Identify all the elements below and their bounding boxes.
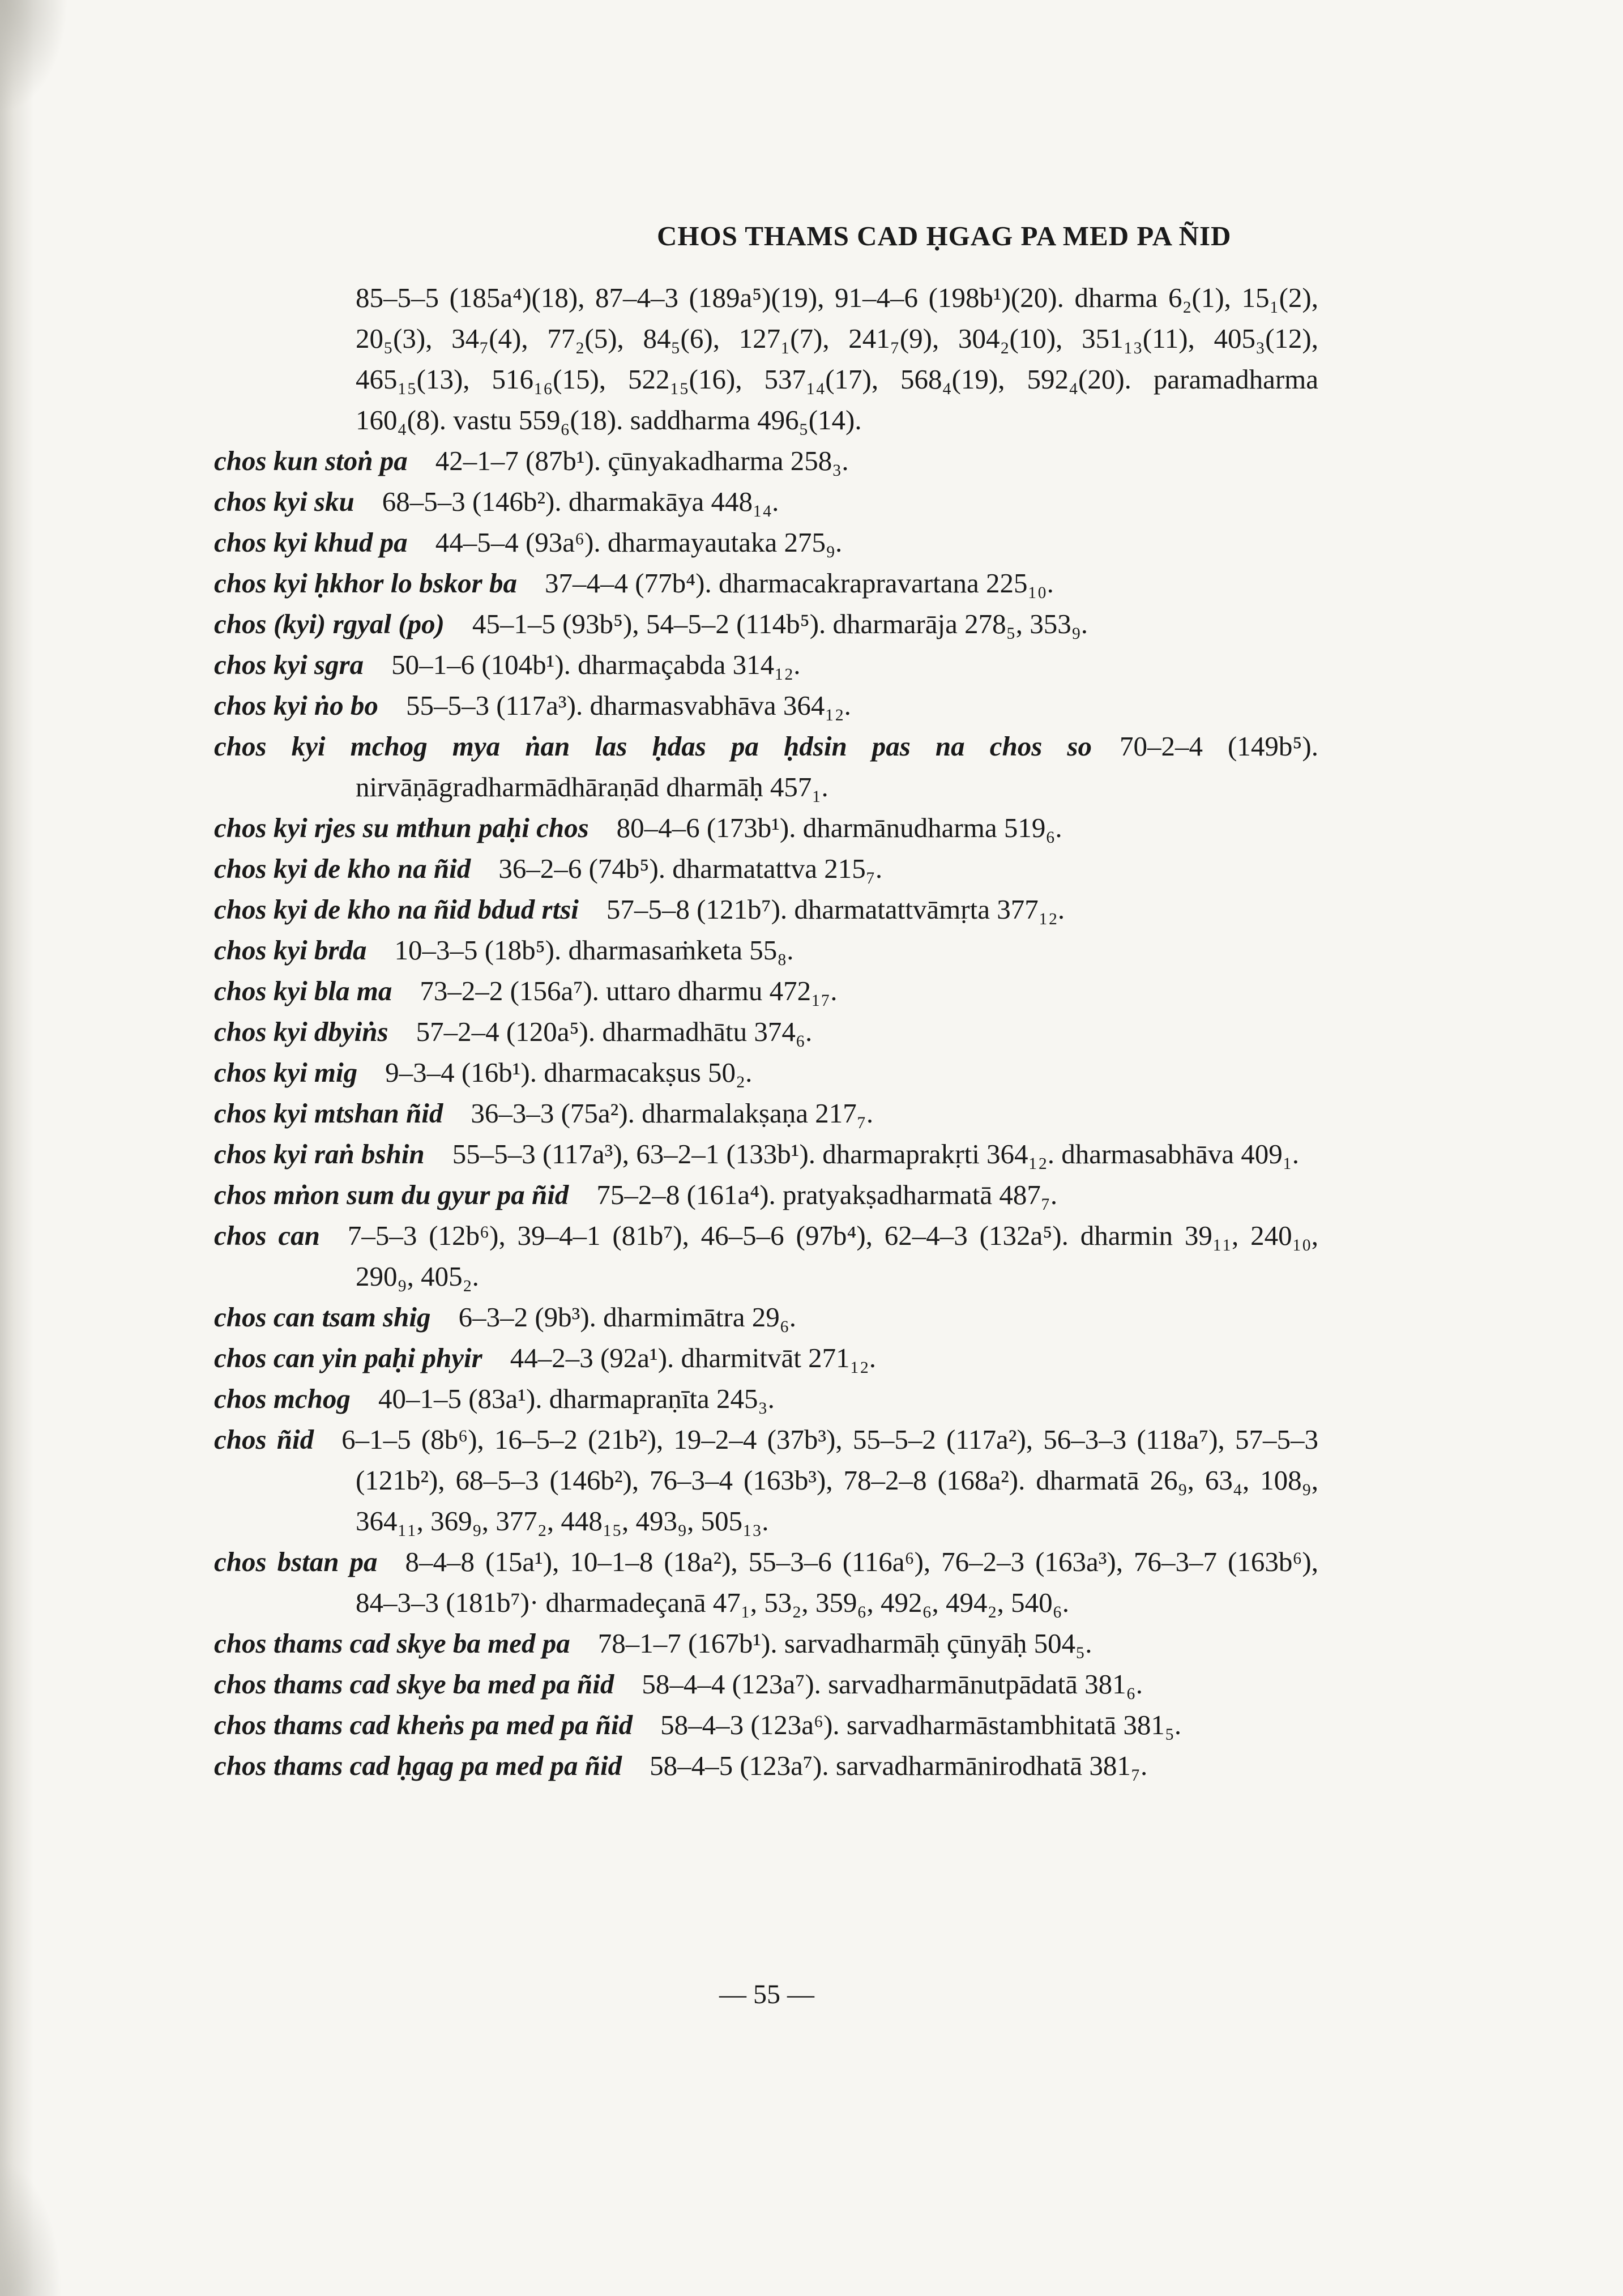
dictionary-entry [214,1746,1318,1786]
dictionary-entry [214,971,1318,1012]
dictionary-entry [214,1379,1318,1419]
dictionary-entry [214,522,1318,563]
dictionary-entry [214,889,1318,930]
dictionary-entry [214,1338,1318,1379]
scan-corner-top [0,0,68,113]
dictionary-entry [214,1623,1318,1664]
entry-term: chos thams cad skye ba med pa [214,1628,570,1659]
entry-term: chos kyi sgra [214,649,364,680]
entry-body: 55–5–3 (117a³). dharmasvabhāva 364₁₂. [405,690,851,721]
dictionary-entry [214,1705,1318,1746]
entry-body: 68–5–3 (146b²). dharmakāya 448₁₄. [382,486,779,517]
entry-term: chos kyi raṅ bshin [214,1138,425,1170]
entry-body: 36–2–6 (74b⁵). dharmatattva 215₇. [498,853,883,884]
dictionary-entry [214,1215,1318,1297]
dictionary-entry [214,1542,1318,1623]
entry-term: chos kyi de kho na ñid [214,853,471,884]
entry-term: chos kyi dbyiṅs [214,1016,388,1047]
page-number: — 55 — [719,1979,814,2009]
entry-body: 78–1–7 (167b¹). sarvadharmāḥ çūnyāḥ 504₅. [597,1628,1092,1659]
entry-term: chos kyi de kho na ñid bdud rtsi [214,894,579,925]
entry-term: chos kyi bla ma [214,975,392,1006]
entry-term: chos thams cad kheṅs pa med pa ñid [214,1709,633,1740]
entry-body: 42–1–7 (87b¹). çūnyakadharma 258₃. [435,445,849,476]
entry-body: 40–1–5 (83a¹). dharmapraṇīta 245₃. [378,1383,775,1414]
entry-term: chos kyi ḥkhor lo bskor ba [214,567,518,599]
entry-term: chos kyi brda [214,934,367,966]
entry-body: 8–4–8 (15a¹), 10–1–8 (18a²), 55–3–6 (116a⁶), 76–2–3 (163a³), 76–3–7 (163b⁶), 84–3–3 (181b⁷)· dharmadeçanā 47₁, 53₂, 359₆, 492₆, 494₂, 540₆. [356,1546,1318,1618]
entry-term: chos can tsam shig [214,1301,431,1333]
entry-body: 57–2–4 (120a⁵). dharmadhātu 374₆. [416,1016,813,1047]
running-head: CHOS THAMS CAD ḤGAG PA MED PA ÑID [657,220,1232,251]
entry-body: 6–1–5 (8b⁶), 16–5–2 (21b²), 19–2–4 (37b³), 55–5–2 (117a²), 56–3–3 (118a⁷), 57–5–3 (121b²), 68–5–3 (146b²), 76–3–4 (163b³), 78–2–8 (168a²). dharmatā 26₉, 63₄, 108₉, 364₁₁, 369₉, 377₂, 448₁₅, 493₉, 505₁₃. [341,1424,1318,1537]
dictionary-entry [214,1297,1318,1338]
dictionary-entry [214,645,1318,685]
entry-body: 44–5–4 (93a⁶). dharmayautaka 275₉. [435,527,843,558]
dictionary-entry [214,1419,1318,1542]
entry-term: chos thams cad skye ba med pa ñid [214,1668,614,1700]
dictionary-entry [214,1664,1318,1705]
entry-term: chos ñid [214,1424,314,1455]
entry-body: 44–2–3 (92a¹). dharmitvāt 271₁₂. [510,1342,876,1373]
dictionary-entry [214,1134,1318,1175]
entry-body: 70–2–4 (149b⁵). nirvāṇāgradharmādhāraṇād dharmāḥ 457₁. [356,731,1318,803]
entry-body: 37–4–4 (77b⁴). dharmacakrapravartana 225₁₀. [545,567,1054,599]
entry-term: chos kyi ṅo bo [214,690,378,721]
entry-term: chos can [214,1220,320,1251]
entry-body: 85–5–5 (185a⁴)(18), 87–4–3 (189a⁵)(19), 91–4–6 (198b¹)(20). dharma 6₂(1), 15₁(2), 20₅(3), 34₇(4), 77₂(5), 84₅(6), 127₁(7), 241₇(9), 304₂(10), 351₁₃(11), 405₃(12), 465₁₅(13), 516₁₆(15), 522₁₅(16), 537₁₄(17), 568₄(19), 592₄(20). paramadharma 160₄(8). vastu 559₆(18). saddharma 496₅(14). [356,282,1318,436]
entry-body: 73–2–2 (156a⁷). uttaro dharmu 472₁₇. [420,975,838,1006]
entry-term: chos kyi khud pa [214,527,408,558]
dictionary-entry [214,1093,1318,1134]
dictionary-entry [214,848,1318,889]
dictionary-entry [214,278,1318,441]
dictionary-entry [214,1175,1318,1215]
dictionary-entry [214,563,1318,604]
entry-term: chos thams cad ḥgag pa med pa ñid [214,1750,622,1781]
entry-body: 10–3–5 (18b⁵). dharmasaṁketa 55₈. [394,934,794,966]
entry-term: chos kyi mtshan ñid [214,1098,443,1129]
dictionary-entry [214,1012,1318,1052]
dictionary-entry [214,481,1318,522]
entry-term: chos kyi sku [214,486,355,517]
entry-term: chos mchog [214,1383,351,1414]
entry-body: 58–4–5 (123a⁷). sarvadharmānirodhatā 381₇. [650,1750,1148,1781]
entry-term: chos bstan pa [214,1546,378,1577]
dictionary-entry [214,1052,1318,1093]
entry-body: 58–4–3 (123a⁶). sarvadharmāstambhitatā 381₅. [660,1709,1182,1740]
dictionary-entry [214,726,1318,808]
entry-body: 7–5–3 (12b⁶), 39–4–1 (81b⁷), 46–5–6 (97b⁴), 62–4–3 (132a⁵). dharmin 39₁₁, 240₁₀, 290₉, 405₂. [347,1220,1318,1292]
entry-body: 45–1–5 (93b⁵), 54–5–2 (114b⁵). dharmarāja 278₅, 353₉. [472,608,1088,639]
dictionary-entry [214,930,1318,971]
entry-term: chos kyi mig [214,1057,358,1088]
entry-body: 58–4–4 (123a⁷). sarvadharmānutpādatā 381₆. [642,1668,1143,1700]
entry-body: 36–3–3 (75a²). dharmalakṣaṇa 217₇. [471,1098,874,1129]
scan-edge-shadow [0,0,34,2296]
dictionary-entry [214,441,1318,481]
scan-corner-bottom [0,2160,62,2296]
entry-term: chos mṅon sum du gyur pa ñid [214,1179,569,1210]
entry-body: 80–4–6 (173b¹). dharmānudharma 519₆. [616,812,1062,843]
dictionary-entries [214,278,1318,1786]
entry-term: chos kun stoṅ pa [214,445,408,476]
dictionary-entry [214,808,1318,848]
entry-term: chos kyi mchog mya ṅan las ḥdas pa ḥdsin pas na chos so [214,731,1092,762]
dictionary-entry [214,604,1318,645]
entry-term: chos kyi rjes su mthun paḥi chos [214,812,589,843]
entry-term: chos (kyi) rgyal (po) [214,608,445,639]
entry-body: 50–1–6 (104b¹). dharmaçabda 314₁₂. [391,649,801,680]
entry-body: 6–3–2 (9b³). dharmimātra 29₆. [458,1301,797,1333]
dictionary-entry [214,685,1318,726]
entry-body: 55–5–3 (117a³), 63–2–1 (133b¹). dharmaprakṛti 364₁₂. dharmasabhāva 409₁. [452,1138,1300,1170]
entry-body: 9–3–4 (16b¹). dharmacakṣus 50₂. [385,1057,753,1088]
entry-body: 57–5–8 (121b⁷). dharmatattvāmṛta 377₁₂. [606,894,1065,925]
entry-term: chos can yin paḥi phyir [214,1342,482,1373]
entry-body: 75–2–8 (161a⁴). pratyakṣadharmatā 487₇. [596,1179,1058,1210]
